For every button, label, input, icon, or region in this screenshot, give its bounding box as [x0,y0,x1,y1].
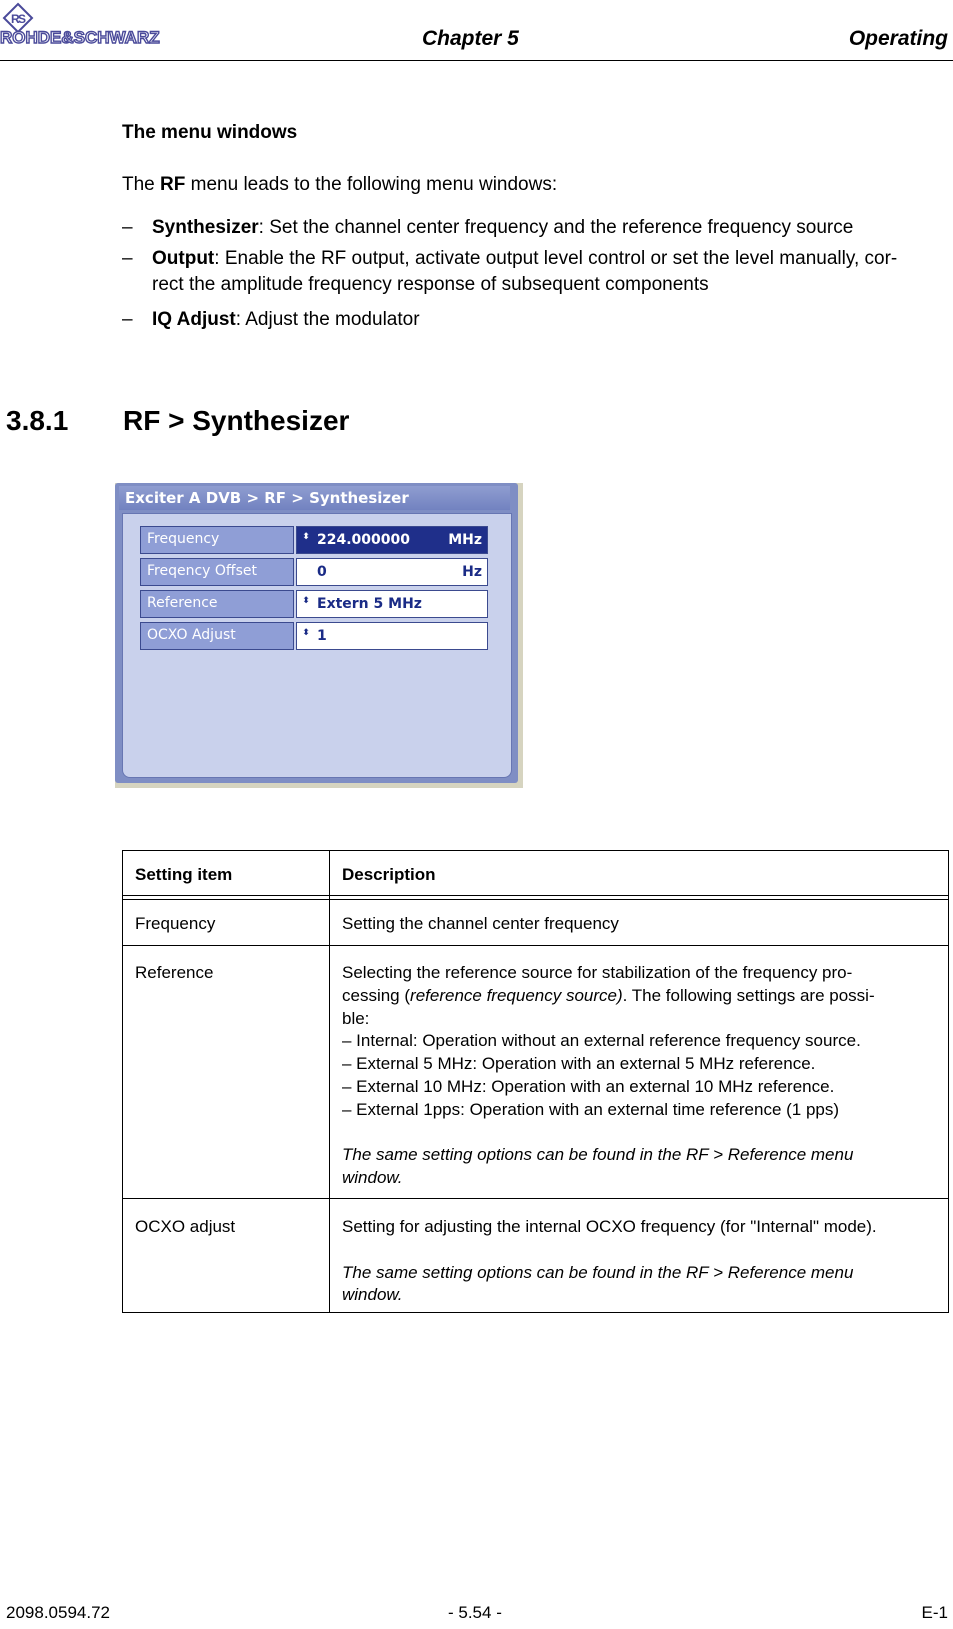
table-header-rule [123,899,948,900]
window-body [122,513,512,778]
table-header-rule [123,895,948,896]
reference-row[interactable] [140,590,488,618]
footer-doc-number: 2098.0594.72 [6,1603,110,1622]
section-title: RF > Synthesizer [123,405,350,436]
settings-table [122,850,949,1313]
frequency-field[interactable]: ⬍ 224.000000 MHz [296,526,488,554]
reference-field[interactable]: ⬍ Extern 5 MHz [296,590,488,618]
frequency-offset-row[interactable] [140,558,488,586]
svg-text:R: R [11,12,20,26]
intro-paragraph: The RF menu leads to the following menu windows: [122,174,558,195]
synthesizer-window-screenshot [115,483,523,788]
reference-label: Reference [140,590,294,618]
table-cell-desc: Setting for adjusting the internal OCXO frequency (for "Internal" mode). The same setting options can be found in the RF > Reference menu window. [342,1217,877,1305]
column-header-setting: Setting item [135,865,233,884]
table-cell-item: OCXO adjust [135,1217,236,1236]
section-number: 3.8.1 [6,405,69,436]
ocxo-adjust-row[interactable] [140,622,488,650]
spinner-icon[interactable]: ⬍ [302,532,310,542]
table-row-rule [123,1198,948,1199]
table-cell-desc: Selecting the reference source for stabilization of the frequency pro- cessing (reference frequency source). The following settings are possi- ble: – Internal: Operation without an external reference frequency source. – External 5 MHz: Operation with an external 5 MHz reference. – External 10 MHz: Operation with an external 10 MHz reference. – External 1pps: Operation with an external time reference (1 pps) The same setting options can be found in the RF > Reference menu window. [342,963,875,1188]
ocxo-adjust-field[interactable]: ⬍ 1 [296,622,488,650]
frequency-offset-field[interactable]: 0 Hz [296,558,488,586]
frequency-label: Frequency [140,526,294,554]
spinner-icon[interactable]: ⬍ [302,596,310,606]
logo-wordmark: ROHDE&SCHWARZ [0,28,160,47]
footer-page-number: - 5.54 - [448,1603,502,1622]
frequency-offset-label: Freqency Offset [140,558,294,586]
header-section: Operating [848,27,948,50]
table-cell-desc: Setting the channel center frequency [342,914,619,933]
svg-text:S: S [18,12,27,26]
column-header-description: Description [342,865,436,884]
table-divider [329,851,330,1312]
header-rule [0,60,953,61]
subheading: The menu windows [122,122,298,143]
frequency-row[interactable] [140,526,488,554]
table-row-rule [123,945,948,946]
ocxo-adjust-label: OCXO Adjust [140,622,294,650]
table-cell-item: Reference [135,963,214,982]
table-cell-item: Frequency [135,914,216,933]
footer-edition: E-1 [921,1603,948,1622]
spinner-icon[interactable]: ⬍ [302,628,310,638]
header-chapter: Chapter 5 [422,27,519,50]
window-title: Exciter A DVB > RF > Synthesizer [119,486,510,510]
